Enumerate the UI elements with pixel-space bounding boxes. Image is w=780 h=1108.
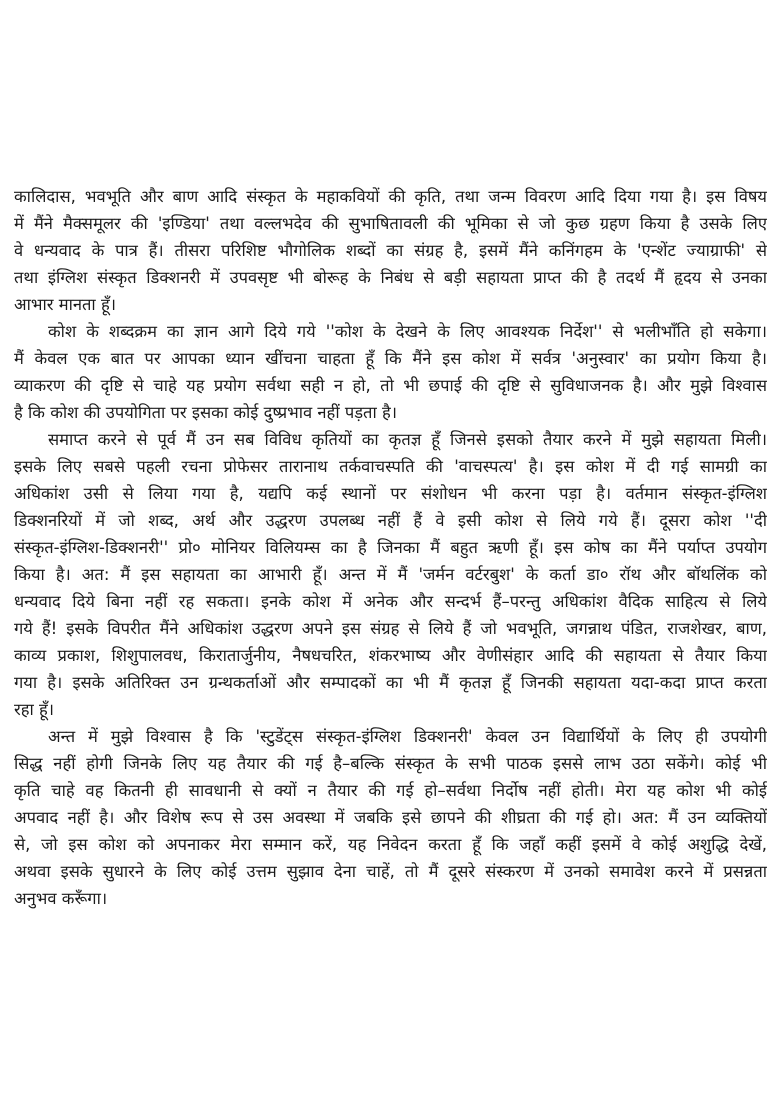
text-line: अपवाद नहीं है। और विशेष रूप से उस अवस्था में जबकि इसे छापने की शीघ्रता की गई हो। अत: मैं उन व्यक्तियों [14,808,767,827]
text-line: अनुभव करूँगा। [14,889,108,908]
paragraph [14,318,767,426]
text-line: कोश के शब्दक्रम का ज्ञान आगे दिये गये ''कोश के देखने के लिए आवश्यक निर्देश'' से भलीभाँति हो सकेगा। [48,322,767,341]
text-line: मैं केवल एक बात पर आपका ध्यान खींचना चाहता हूँ कि मैंने इस कोश में सर्वत्र 'अनुस्वार' का प्रयोग किया है। [14,349,767,368]
paragraph [14,723,767,912]
text-line: व्याकरण की दृष्टि से चाहे यह प्रयोग सर्वथा सही न हो, तो भी छपाई की दृष्टि से सुविधाजनक है। और मुझे विश्वास [14,376,767,395]
paragraph [14,426,767,723]
text-line: आभार मानता हूँ। [14,295,116,314]
text-line: कालिदास, भवभूति और बाण आदि संस्कृत के महाकवियों की कृति, तथा जन्म विवरण आदि दिया गया है। इस विषय [14,187,767,206]
text-line: से, जो इस कोश को अपनाकर मेरा सम्मान करें, यह निवेदन करता हूँ कि जहाँ कहीं इसमें वे कोई अशुद्धि देखें, [14,835,767,854]
text-line: इसके लिए सबसे पहली रचना प्रोफेसर तारानाथ तर्कवाचस्पति की 'वाचस्पत्य' है। इस कोश में दी गई सामग्री का [14,457,767,476]
text-line: वे धन्यवाद के पात्र हैं। तीसरा परिशिष्ट भौगोलिक शब्दों का संग्रह है, इसमें मैंने कनिंगहम के 'एन्शेंट ज्याग्राफी' से [14,241,767,260]
text-line: गया है। इसके अतिरिक्त उन ग्रन्थकर्ताओं और सम्पादकों का भी मैं कृतज्ञ हूँ जिनकी सहायता यदा-कदा प्राप्त करता [14,673,767,692]
text-line: रहा हूँ। [14,700,55,719]
text-line: धन्यवाद दिये बिना नहीं रह सकता। इनके कोश में अनेक और सन्दर्भ हैं–परन्तु अधिकांश वैदिक साहित्य से लिये [14,592,767,611]
document-page [14,183,767,912]
text-line: किया है। अत: मैं इस सहायता का आभारी हूँ। अन्त में मैं 'जर्मन वर्टरबुश' के कर्ता डा० रॉथ और बॉथलिंक को [14,565,767,584]
text-line: अथवा इसके सुधारने के लिए कोई उत्तम सुझाव देना चाहें, तो मैं दूसरे संस्करण में उनको समावेश करने में प्रसन्नता [14,862,767,881]
text-line: सिद्ध नहीं होगी जिनके लिए यह तैयार की गई है–बल्कि संस्कृत के सभी पाठक इससे लाभ उठा सकेंगे। कोई भी [14,754,767,773]
text-line: है कि कोश की उपयोगिता पर इसका कोई दुष्प्रभाव नहीं पड़ता है। [14,403,397,422]
text-line: संस्कृत-इंग्लिश-डिक्शनरी'' प्रो० मोनियर विलियम्स का है जिनका मैं बहुत ऋणी हूँ। इस कोष का मैंने पर्याप्त उपयोग [14,538,767,557]
text-line: काव्य प्रकाश, शिशुपालवध, किरातार्जुनीय, नैषधचरित, शंकरभाष्य और वेणीसंहार आदि की सहायता से तैयार किया [14,646,767,665]
text-line: कृति चाहे वह कितनी ही सावधानी से क्यों न तैयार की गई हो–सर्वथा निर्दोष नहीं होती। मेरा यह कोश भी कोई [14,781,767,800]
text-line: अधिकांश उसी से लिया गया है, यद्यपि कई स्थानों पर संशोधन भी करना पड़ा है। वर्तमान संस्कृत-इंग्लिश [14,484,767,503]
text-line: समाप्त करने से पूर्व मैं उन सब विविध कृतियों का कृतज्ञ हूँ जिनसे इसको तैयार करने में मुझे सहायता मिली। [48,430,767,449]
paragraph [14,183,767,318]
text-line: गये हैं! इसके विपरीत मैंने अधिकांश उद्धरण अपने इस संग्रह से लिये हैं जो भवभूति, जगन्नाथ पंडित, राजशेखर, बाण, [14,619,767,638]
text-line: अन्त में मुझे विश्वास है कि 'स्टुडेंट्स संस्कृत-इंग्लिश डिक्शनरी' केवल उन विद्यार्थियों के लिए ही उपयोगी [48,727,767,746]
text-line: तथा इंग्लिश संस्कृत डिक्शनरी में उपवसृष्ट भी बोरूह के निबंध से बड़ी सहायता प्राप्त की है तदर्थ मैं हृदय से उनका [14,268,767,287]
text-line: में मैंने मैक्समूलर की 'इण्डिया' तथा वल्लभदेव की सुभाषितावली की भूमिका से जो कुछ ग्रहण किया है उसके लिए [14,214,767,233]
text-line: डिक्शनरियों में जो शब्द, अर्थ और उद्धरण उपलब्ध नहीं हैं वे इसी कोश से लिये गये हैं। दूसरा कोश ''दी [14,511,767,530]
